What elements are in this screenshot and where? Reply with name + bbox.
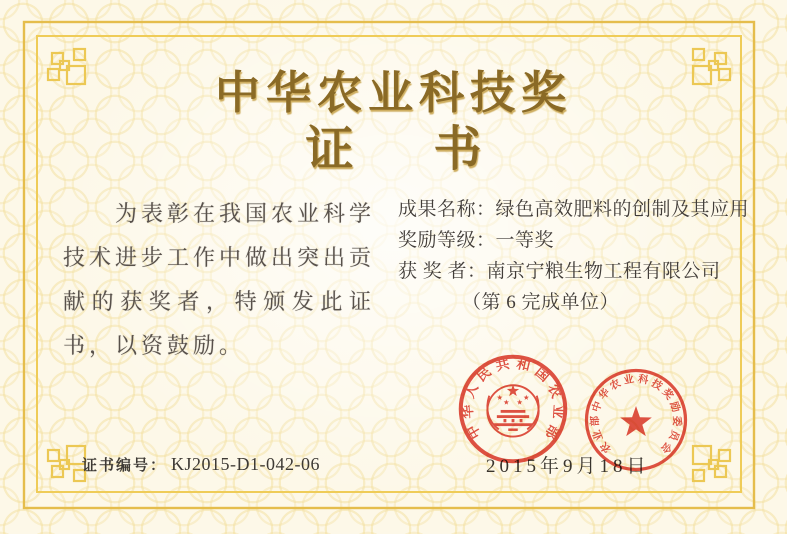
field-value: 南京宁粮生物工程有限公司: [486, 261, 721, 282]
field-achievement-name: [398, 194, 750, 225]
field-label: 奖励等级：: [398, 230, 496, 251]
award-committee-seal: [582, 366, 690, 474]
citation-paragraph: 为表彰在我国农业科学技术进步工作中做出突出贡献的获奖者，特颁发此证书，以资鼓励。: [63, 201, 376, 358]
certificate-number-value: KJ2015-D1-042-06: [171, 454, 321, 474]
field-label: 成果名称：: [398, 199, 496, 220]
award-title: 中华农业科技奖: [214, 68, 572, 118]
issue-date: 2015年9月18日: [486, 456, 650, 477]
certificate-number: [82, 454, 320, 475]
certificate-number-label: 证书编号：: [82, 458, 168, 474]
field-label: 获 奖 者：: [398, 261, 487, 282]
field-completion-unit: [398, 287, 728, 318]
committee-seal-ring-text: 农业部中华农业科技奖励委员会: [590, 374, 682, 455]
field-value: 一等奖: [495, 230, 555, 251]
ministry-seal-ring-text: 中华人民共和国农业部: [459, 355, 567, 442]
national-emblem-icon: [487, 384, 538, 436]
field-value: （第 6 完成单位）: [462, 292, 620, 313]
ministry-of-agriculture-seal: [456, 352, 570, 466]
award-fields: [398, 194, 750, 318]
star-icon: [620, 406, 652, 436]
field-award-grade: [398, 225, 728, 256]
field-value: 绿色高效肥料的创制及其应用: [495, 199, 750, 220]
field-awardee: [398, 256, 728, 287]
certificate-heading: 证 书: [305, 123, 482, 176]
